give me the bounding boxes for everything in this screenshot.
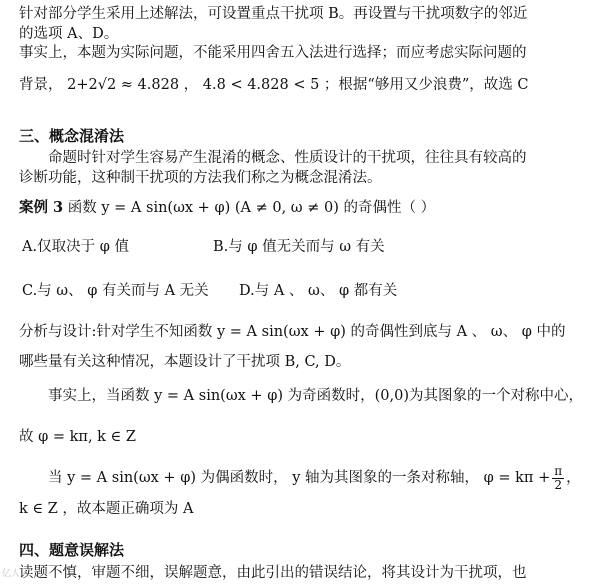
text-line: 命题时针对学生容易产生混淆的概念、性质设计的干扰项，往往具有较高的 [48,150,527,166]
case-text: 函数 y = A sin(ωx + φ) (A ≠ 0, ω ≠ 0) 的奇偶性（ ） [63,200,436,216]
text-line: 读题不慎，审题不细，误解题意，由此引出的错误结论，将其设计为干扰项，也 [19,565,527,581]
option-d: D.与 A 、 ω、 φ 都有关 [239,283,398,299]
text-line: 事实上，当函数 y = A sin(ωx + φ) 为奇函数时，(0,0)为其图象的一个对称中心， [48,388,583,404]
fraction [552,465,564,491]
fraction-denominator: 2 [554,477,562,492]
text-line: 的选项 A、D。 [19,26,119,42]
text-line: k ∈ Z ，故本题正确项为 A [19,501,194,517]
case-statement [19,201,435,216]
case-label: 案例 3 [19,199,64,216]
fraction-numerator: π [554,464,563,478]
text-line: 故 φ = kπ, k ∈ Z [19,429,136,445]
option-a: A.仅取决于 φ 值 [22,239,129,255]
option-c: C.与 ω、 φ 有关而与 A 无关 [22,283,209,299]
watermark: 亿人 [2,569,21,579]
text-line: 分析与设计:针对学生不知函数 y = A sin(ωx + φ) 的奇偶性到底与 A 、 ω、 φ 中的 [19,324,566,340]
formula-tail: ， [566,470,581,487]
section-heading: 三、概念混淆法 [19,127,125,145]
section-heading: 四、题意误解法 [19,541,125,559]
formula-line [48,465,581,491]
text-line: 哪些量有关这种情况，本题设计了干扰项 B, C, D。 [19,354,351,370]
formula-text: 当 y = A sin(ωx + φ) 为偶函数时， y 轴为其图象的一条对称轴， φ = kπ + [48,470,551,487]
text-line: 事实上，本题为实际问题，不能采用四舍五入法进行选择；而应考虑实际问题的 [19,45,527,61]
option-b: B.与 φ 值无关而与 ω 有关 [213,239,385,255]
text-line: 背景， 2+2√2 ≈ 4.828 ， 4.8 < 4.828 < 5 ；根据“够用又少浪费”，故选 C [19,77,529,93]
text-line: 针对部分学生采用上述解法，可设置重点干扰项 B。再设置与干扰项数字的邻近 [19,6,528,22]
text-line: 诊断功能，这种制干扰项的方法我们称之为概念混淆法。 [19,170,382,186]
